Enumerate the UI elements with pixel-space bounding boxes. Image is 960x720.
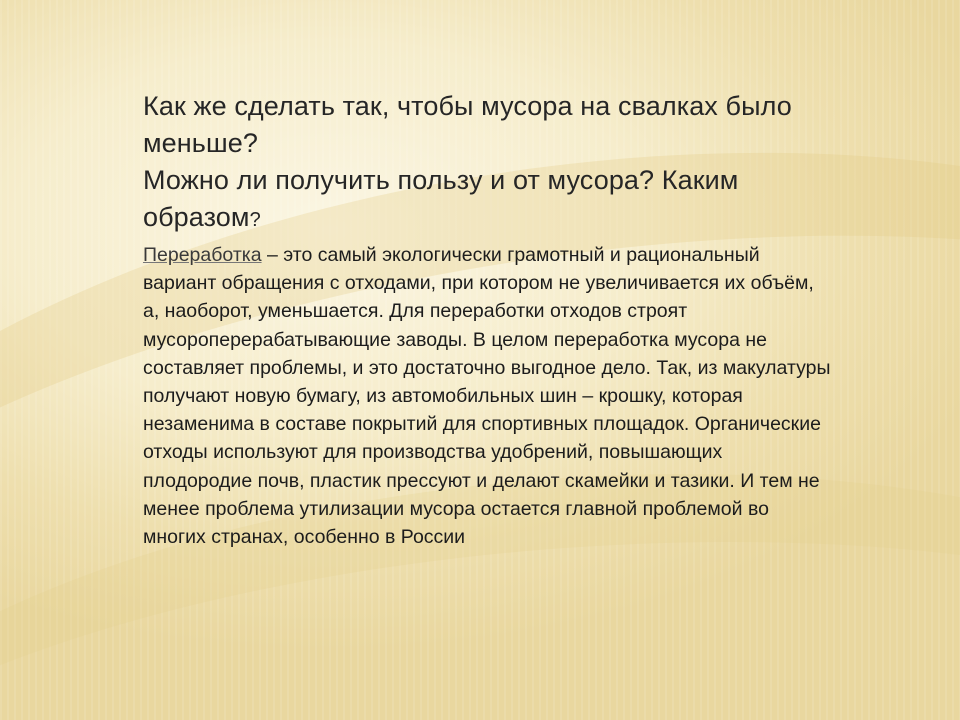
- body-text: – это самый экологически грамотный и рациональный вариант обращения с отходами, при котором не увеличивается их объём, а, наоборот, уменьшается. Для переработки отходов строят мусороперерабатывающие заводы. В целом переработка мусора не составляет проблемы, и это достаточно выгодное дело. Так, из макулатуры получают новую бумагу, из автомобильных шин – крошку, которая незаменима в составе покрытий для спортивных площадок. Органические отходы используют для производства удобрений, повышающих плодородие почв, пластик прессуют и делают скамейки и тазики. И тем не менее проблема утилизации мусора остается главной проблемой во многих странах, особенно в России: [143, 244, 831, 549]
- question-text: Можно ли получить пользу и от мусора? Каким образом: [143, 165, 739, 232]
- term-highlight: Переработка: [143, 244, 262, 266]
- body-paragraph: [143, 241, 833, 551]
- question-heading: [143, 88, 833, 162]
- slide-content: [143, 88, 833, 551]
- question-mark: ?: [249, 209, 261, 231]
- question-heading: [143, 162, 833, 239]
- question-text: Как же сделать так, чтобы мусора на свалках было меньше?: [143, 91, 792, 158]
